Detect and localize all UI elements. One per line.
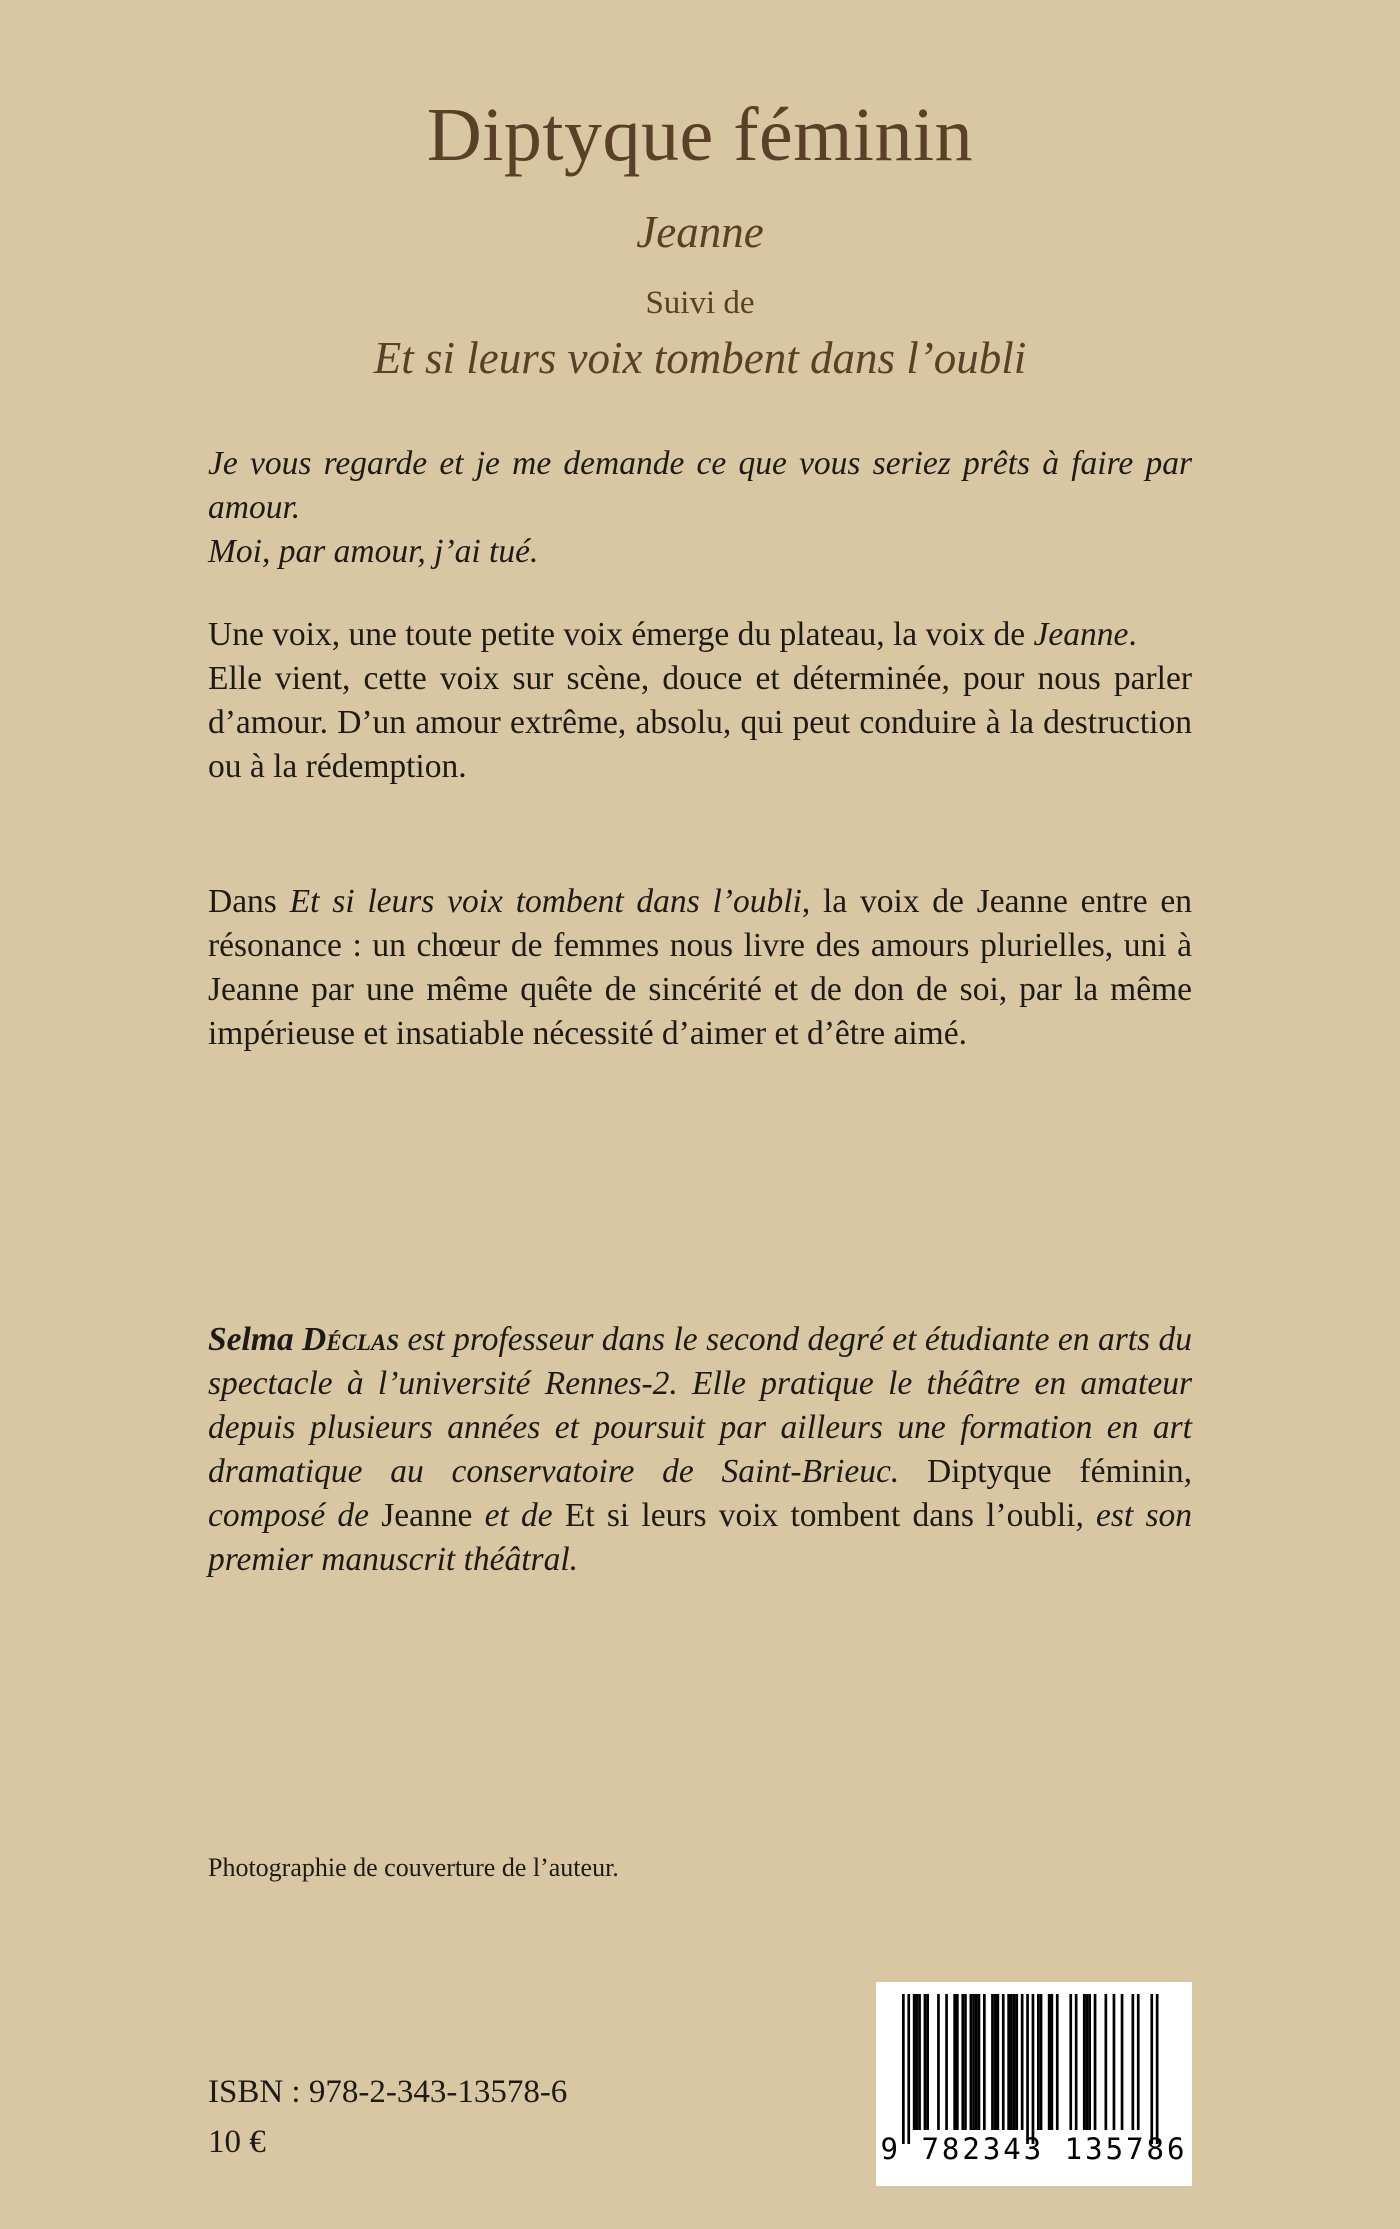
barcode-bar (1040, 1994, 1043, 2130)
barcode-bar (1121, 1994, 1124, 2130)
barcode-bar (1132, 1994, 1135, 2130)
bio-work-1: Jeanne (381, 1497, 473, 1534)
synopsis-paragraph-2 (208, 880, 1192, 1056)
barcode-bar (1113, 1994, 1116, 2130)
barcode-bar (964, 1994, 967, 2130)
barcode (876, 1982, 1192, 2186)
barcode-bar (1094, 1994, 1097, 2130)
second-play-title: Et si leurs voix tombent dans l’oubli (373, 333, 1027, 383)
barcode-bar (972, 1994, 975, 2130)
barcode-bar (1032, 1994, 1035, 2144)
barcode-bar (1086, 1994, 1089, 2130)
barcode-bar (975, 1994, 978, 2130)
paragraph-2-title: Et si leurs voix tombent dans l’oubli (289, 883, 802, 920)
price: 10 € (208, 2124, 266, 2160)
photo-credit: Photographie de couverture de l’auteur. (208, 1853, 619, 1882)
barcode-bar (1010, 1994, 1013, 2130)
paragraph-2-text: , la voix de Jeanne entre en résonance : un chœur de femmes nous livre des amours plurielles, uni à Jeanne par une même quête de sincérité et de don de soi, par la même impérieuse et insatiable nécessité d’aimer et d’être aimé. (208, 883, 1192, 1052)
barcode-bar (907, 1994, 910, 2144)
barcode-bar (1075, 1994, 1078, 2130)
quote-line-2: Moi, par amour, j’ai tué. (208, 533, 539, 570)
bio-text-c: et de (472, 1497, 565, 1534)
opening-quote (208, 442, 1192, 574)
barcode-bar (918, 1994, 921, 2130)
barcode-bar (902, 1994, 905, 2144)
quote-line-1: Je vous regarde et je me demande ce que vous seriez prêts à faire par amour. (208, 445, 1192, 526)
paragraph-1-text-a: Une voix, une toute petite voix émerge du plateau, la voix de (208, 616, 1034, 653)
barcode-bar (994, 1994, 997, 2130)
barcode-bar (1105, 1994, 1108, 2130)
jeanne-name: Jeanne (1033, 616, 1129, 653)
bio-text-a: est professeur dans le second degré et étudiante en arts du spectacle à l’université Rennes-2. Elle pratique le théâtre en amateur depuis plusieurs années et poursuit par ailleurs une formation en art dramatique au conservatoire de Saint-Brieuc. (208, 1321, 1192, 1490)
barcode-bar (1056, 1994, 1059, 2130)
barcode-bar (1048, 1994, 1051, 2130)
paragraph-1-first-sentence (208, 613, 1192, 657)
bio-work-title: Diptyque féminin (927, 1453, 1184, 1490)
barcode-bar (1051, 1994, 1054, 2130)
paragraph-1-text-b: . (1128, 616, 1137, 653)
barcode-bar (991, 1994, 994, 2130)
barcode-bar (997, 1994, 1000, 2130)
barcode-bar (1021, 1994, 1024, 2130)
bio-text-b: , composé de (208, 1453, 1193, 1534)
barcode-bar (961, 1994, 964, 2130)
synopsis-paragraph-1 (208, 613, 1192, 789)
barcode-bar (945, 1994, 948, 2130)
barcode-bar (1069, 1994, 1072, 2130)
barcode-bar (978, 1994, 981, 2130)
author-last-name: Déclas (302, 1321, 400, 1358)
bio-text-d: , est son premier manuscrit théâtral. (208, 1497, 1193, 1578)
barcode-bar (983, 1994, 986, 2130)
barcode-bar (1015, 1994, 1018, 2130)
barcode-bar (1026, 1994, 1029, 2144)
barcode-bar (926, 1994, 929, 2130)
author-bio (208, 1318, 1192, 1582)
barcode-bar (1150, 1994, 1153, 2144)
barcode-bar (1156, 1994, 1159, 2144)
barcode-bar (913, 1994, 916, 2130)
barcode-bar (1083, 1994, 1086, 2130)
barcode-bar (956, 1994, 959, 2130)
paragraph-2-body (208, 880, 1192, 1056)
paragraph-1-text-c: Elle vient, cette voix sur scène, douce et déterminée, pour nous parler d’amour. D’un amour extrême, absolu, qui peut conduire à la destruction ou à la rédemption. (208, 660, 1192, 785)
barcode-bar (970, 1994, 973, 2130)
bio-work-2: Et si leurs voix tombent dans l’oubli (564, 1497, 1076, 1534)
book-title: Diptyque féminin (426, 93, 974, 177)
author-bio-body (208, 1318, 1192, 1582)
barcode-bar (1013, 1994, 1016, 2130)
book-subtitle: Jeanne (636, 207, 764, 257)
barcode-bar (1037, 1994, 1040, 2130)
suivi-de-label: Suivi de (645, 285, 755, 321)
barcode-digits: 9 782343 135786 (880, 2132, 1188, 2166)
paragraph-2-lead: Dans (208, 883, 290, 920)
barcode-bar (1088, 1994, 1091, 2130)
barcode-bar (937, 1994, 940, 2130)
barcode-bar (953, 1994, 956, 2130)
barcode-bar (1137, 1994, 1140, 2130)
barcode-bar (924, 1994, 927, 2130)
barcode-bar (1007, 1994, 1010, 2130)
isbn: ISBN : 978-2-343-13578-6 (208, 2074, 568, 2110)
barcode-bar (916, 1994, 919, 2130)
author-first-name: Selma (208, 1321, 294, 1358)
barcode-bar (1002, 1994, 1005, 2130)
